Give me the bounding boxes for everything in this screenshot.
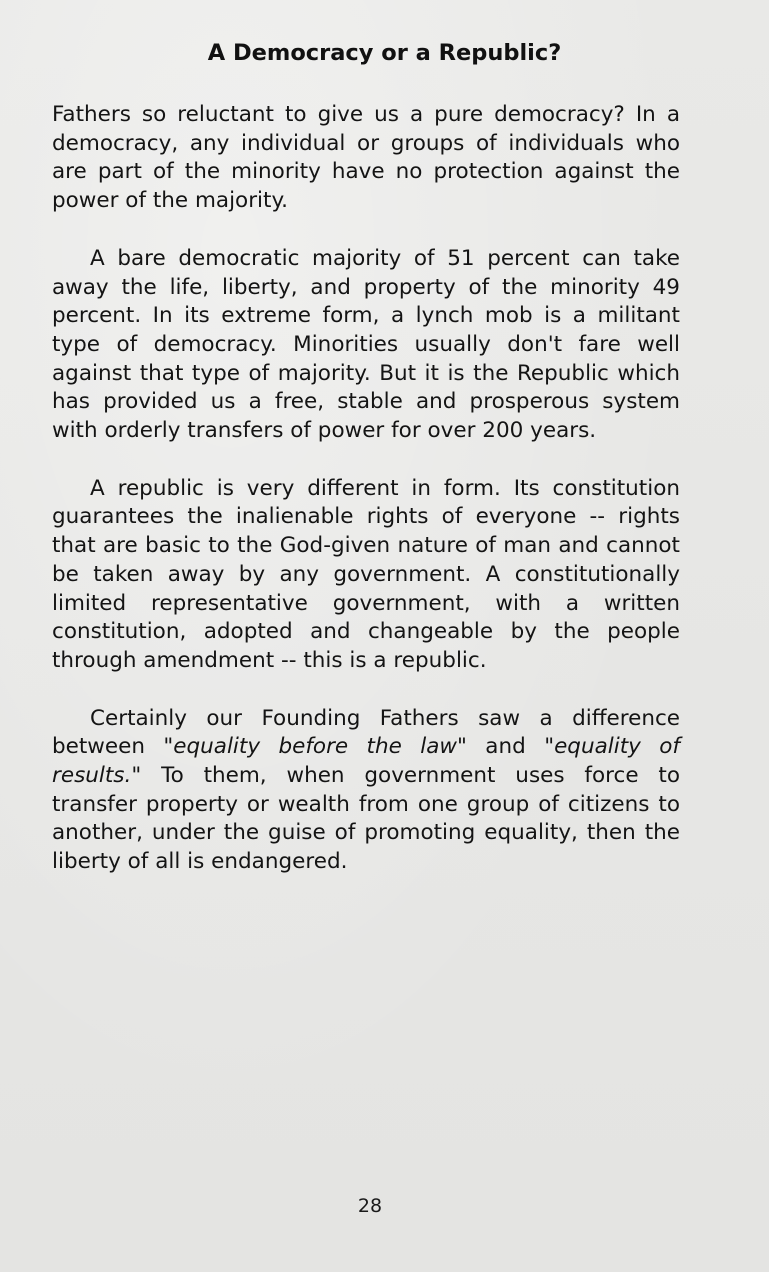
quote-equality-of-results: "equality of results." (52, 734, 680, 789)
quote-equality-before-law: "equality before the law" (163, 734, 467, 760)
paragraph-4-conclusion: To them, when government uses force to transfer property or wealth from one group of citizens to another, under the guise of promoting equality, then the liberty of all is endangered. (52, 763, 680, 875)
page-title: A Democracy or a Republic? (207, 40, 562, 66)
paragraph-4-conjunction: and (466, 734, 545, 760)
paragraph-4-intro: Certainly our Founding Fathers saw a difference between (52, 705, 680, 760)
paragraph-1: Fathers so reluctant to give us a pure democracy? In a democracy, any individual or groups of individuals who are part of the minority have no protection against the power of the majority. (52, 102, 680, 214)
paragraph-2: A bare democratic majority of 51 percent can take away the life, liberty, and property of the minority 49 percent. In its extreme form, a lynch mob is a militant type of democracy. Minorities usually don't fare well against that type of majority. But it is the Republic which has provided us a free, stable and prosperous system with orderly transfers of power for over 200 years. (52, 245, 680, 444)
body-text (52, 101, 680, 906)
paragraph-4 (52, 705, 680, 877)
page-number: 28 (357, 1195, 383, 1217)
paragraph-3: A republic is very different in form. Its constitution guarantees the inalienable rights of everyone -- rights that are basic to the God-given nature of man and cannot be taken away by any government. A constitutionally limited representative government, with a written constitution, adopted and changeable by the people through amendment -- this is a republic. (52, 475, 680, 673)
